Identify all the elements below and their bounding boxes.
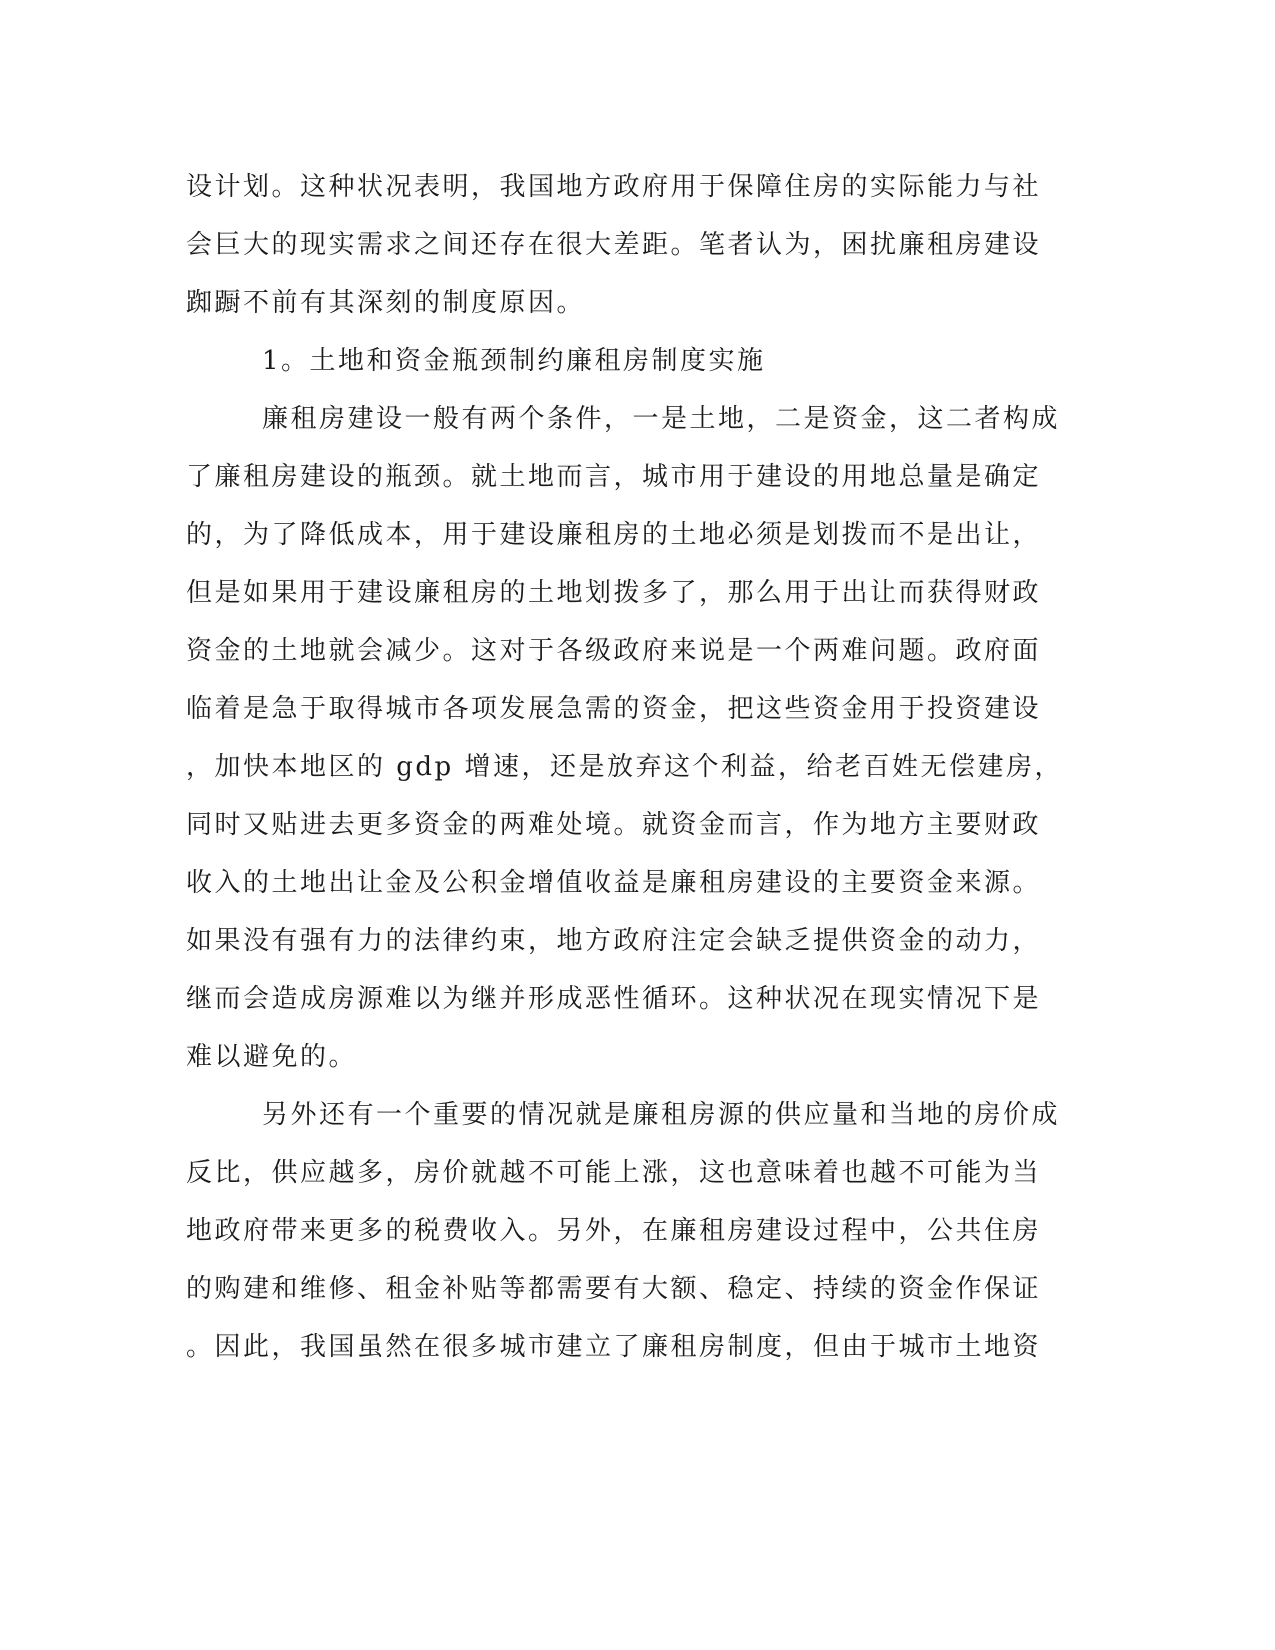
text-line: 但是如果用于建设廉租房的土地划拨多了，那么用于出让而获得财政 — [186, 578, 1042, 608]
text-line: 的购建和维修、租金补贴等都需要有大额、稳定、持续的资金作保证 — [186, 1274, 1042, 1304]
text-line: 设计划。这种状况表明，我国地方政府用于保障住房的实际能力与社 — [186, 172, 1042, 202]
text-line: 临着是急于取得城市各项发展急需的资金，把这些资金用于投资建设 — [186, 694, 1042, 724]
text-line: 难以避免的。 — [186, 1042, 358, 1072]
text-line: 踟蹰不前有其深刻的制度原因。 — [186, 288, 586, 318]
document-body — [186, 158, 1066, 1376]
section-heading: 1。土地和资金瓶颈制约廉租房制度实施 — [262, 346, 766, 376]
text-line: 地政府带来更多的税费收入。另外，在廉租房建设过程中，公共住房 — [186, 1216, 1042, 1246]
paragraph-start-line: 另外还有一个重要的情况就是廉租房源的供应量和当地的房价成 — [262, 1100, 1061, 1130]
text-line: 反比，供应越多，房价就越不可能上涨，这也意味着也越不可能为当 — [186, 1158, 1042, 1188]
paragraph-start-line: 廉租房建设一般有两个条件，一是土地，二是资金，这二者构成 — [262, 404, 1061, 434]
text-line: 会巨大的现实需求之间还存在很大差距。笔者认为，困扰廉租房建设 — [186, 230, 1042, 260]
text-line: 同时又贴进去更多资金的两难处境。就资金而言，作为地方主要财政 — [186, 810, 1042, 840]
text-line: 资金的土地就会减少。这对于各级政府来说是一个两难问题。政府面 — [186, 636, 1042, 666]
text-line: 的，为了降低成本，用于建设廉租房的土地必须是划拨而不是出让， — [186, 520, 1042, 550]
text-line: 继而会造成房源难以为继并形成恶性循环。这种状况在现实情况下是 — [186, 984, 1042, 1014]
text-line: 了廉租房建设的瓶颈。就土地而言，城市用于建设的用地总量是确定 — [186, 462, 1042, 492]
text-line: 。因此，我国虽然在很多城市建立了廉租房制度，但由于城市土地资 — [186, 1332, 1042, 1362]
text-line: 如果没有强有力的法律约束，地方政府注定会缺乏提供资金的动力， — [186, 926, 1042, 956]
text-line: ，加快本地区的 gdp 增速，还是放弃这个利益，给老百姓无偿建房， — [186, 752, 1063, 782]
text-line: 收入的土地出让金及公积金增值收益是廉租房建设的主要资金来源。 — [186, 868, 1042, 898]
